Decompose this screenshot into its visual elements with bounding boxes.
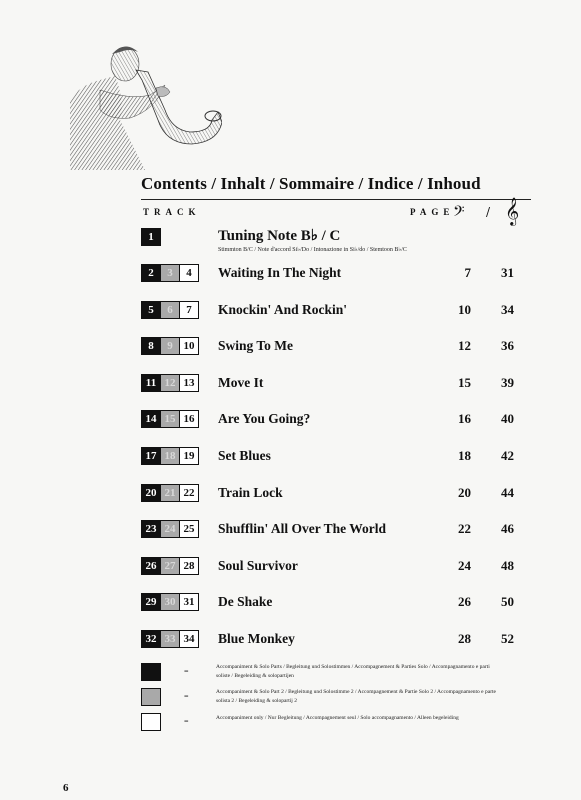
song-title: Train Lock	[218, 485, 283, 500]
song-row	[0, 447, 581, 467]
track-boxes	[141, 447, 199, 465]
track-box: 6	[161, 301, 180, 319]
tuning-subtitle: Stimmton B/C / Note d'accord Si♭/Do / Intonazione in Si♭/do / Stemtoon B♭/C	[218, 247, 407, 253]
track-boxes	[141, 630, 199, 648]
page-treble-clef: 46	[501, 521, 514, 536]
track-boxes	[141, 484, 199, 502]
page-treble-clef: 31	[501, 265, 514, 280]
track-boxes	[141, 520, 199, 538]
song-title: Set Blues	[218, 448, 271, 463]
track-box: 18	[161, 447, 180, 465]
song-row	[0, 301, 581, 321]
track-box: 32	[141, 630, 161, 648]
track-box: 13	[180, 374, 199, 392]
page-bass-clef: 10	[458, 302, 471, 317]
page-title: Contents / Inhalt / Sommaire / Indice / Inhoud	[141, 174, 481, 193]
legend-equals: =	[184, 692, 189, 701]
legend-box-grey	[141, 688, 161, 706]
track-box: 7	[180, 301, 199, 319]
page-treble-clef: 36	[501, 338, 514, 353]
page-bass-clef: 18	[458, 448, 471, 463]
track-box: 14	[141, 410, 161, 428]
page-treble-clef: 44	[501, 485, 514, 500]
song-title: Soul Survivor	[218, 558, 298, 573]
track-box: 21	[161, 484, 180, 502]
track-box: 20	[141, 484, 161, 502]
page-bass-clef: 26	[458, 594, 471, 609]
song-title: Are You Going?	[218, 411, 311, 426]
track-box: 30	[161, 593, 180, 611]
legend-text: Accompaniment & Solo Parts / Begleitung und Solostimmen / Accompagnement & Parties Solo / Accompagnamento e parti soliste / Begeleiding & solopartijen	[216, 664, 490, 679]
page-treble-clef: 34	[501, 302, 514, 317]
page-bass-clef: 22	[458, 521, 471, 536]
track-box: 11	[141, 374, 161, 392]
page-bass-clef: 15	[458, 375, 471, 390]
page-treble-clef: 40	[501, 411, 514, 426]
track-box: 10	[180, 337, 199, 355]
page-treble-clef: 42	[501, 448, 514, 463]
track-box: 31	[180, 593, 199, 611]
song-row	[0, 337, 581, 357]
track-box: 17	[141, 447, 161, 465]
track-box: 9	[161, 337, 180, 355]
legend-box-dark	[141, 663, 161, 681]
track-boxes	[141, 374, 199, 392]
track-box: 23	[141, 520, 161, 538]
page-treble-clef: 50	[501, 594, 514, 609]
track-box: 27	[161, 557, 180, 575]
track-box: 2	[141, 264, 161, 282]
legend-text: Accompaniment only / Nur Begleitung / Accompagnement seul / Solo accompagnamento / Alleen begeleiding	[216, 715, 459, 721]
song-title: Waiting In The Night	[218, 265, 342, 280]
track-box: 28	[180, 557, 199, 575]
bass-clef-icon: 𝄢	[453, 203, 465, 224]
legend-text: Accompaniment & Solo Part 2 / Begleitung und Solostimme 2 / Accompagnement & Partie Solo 2 / Accompagnamento e parte solista 2 / Begeleiding & solopartij 2	[216, 689, 496, 704]
treble-clef-icon: 𝄞	[505, 197, 520, 225]
track-boxes	[141, 593, 199, 611]
page-bass-clef: 16	[458, 411, 471, 426]
track-box: 3	[161, 264, 180, 282]
track-box: 12	[161, 374, 180, 392]
page-bass-clef: 7	[464, 265, 471, 280]
track-column-label: TRACK	[143, 207, 201, 217]
track-box-dark: 1	[141, 228, 161, 246]
song-title: Knockin' And Rockin'	[218, 302, 348, 317]
song-row	[0, 484, 581, 504]
page-treble-clef: 39	[501, 375, 514, 390]
page-column-label: PAGE	[410, 207, 455, 217]
page-bass-clef: 20	[458, 485, 471, 500]
song-row	[0, 264, 581, 284]
track-boxes	[141, 264, 199, 282]
track-box: 25	[180, 520, 199, 538]
page-number: 6	[63, 782, 69, 794]
track-box: 33	[161, 630, 180, 648]
song-row	[0, 410, 581, 430]
song-title: Move It	[218, 375, 264, 390]
track-boxes	[141, 301, 199, 319]
page-treble-clef: 48	[501, 558, 514, 573]
track-box: 4	[180, 264, 199, 282]
page-bass-clef: 28	[458, 631, 471, 646]
track-box: 16	[180, 410, 199, 428]
song-row	[0, 374, 581, 394]
track-boxes	[141, 410, 199, 428]
track-box: 8	[141, 337, 161, 355]
saxophone-player-illustration	[70, 40, 222, 170]
song-row	[0, 593, 581, 613]
song-title: De Shake	[218, 594, 273, 609]
track-boxes	[141, 557, 199, 575]
track-box: 5	[141, 301, 161, 319]
song-title: Blue Monkey	[218, 631, 295, 646]
song-row	[0, 520, 581, 540]
legend-equals: =	[184, 717, 189, 726]
page-treble-clef: 52	[501, 631, 514, 646]
track-box: 34	[180, 630, 199, 648]
header-slash: /	[486, 205, 491, 219]
track-box: 19	[180, 447, 199, 465]
song-title: Shufflin' All Over The World	[218, 521, 387, 536]
page-bass-clef: 12	[458, 338, 471, 353]
track-box: 26	[141, 557, 161, 575]
track-boxes	[141, 337, 199, 355]
legend-equals: =	[184, 667, 189, 676]
track-box: 24	[161, 520, 180, 538]
track-box: 29	[141, 593, 161, 611]
title-divider	[141, 199, 531, 200]
tuning-title: Tuning Note B♭ / C	[218, 228, 341, 244]
page-bass-clef: 24	[458, 558, 471, 573]
track-box: 15	[161, 410, 180, 428]
song-row	[0, 557, 581, 577]
song-title: Swing To Me	[218, 338, 294, 353]
legend-box-light	[141, 713, 161, 731]
song-row	[0, 630, 581, 650]
track-box: 22	[180, 484, 199, 502]
